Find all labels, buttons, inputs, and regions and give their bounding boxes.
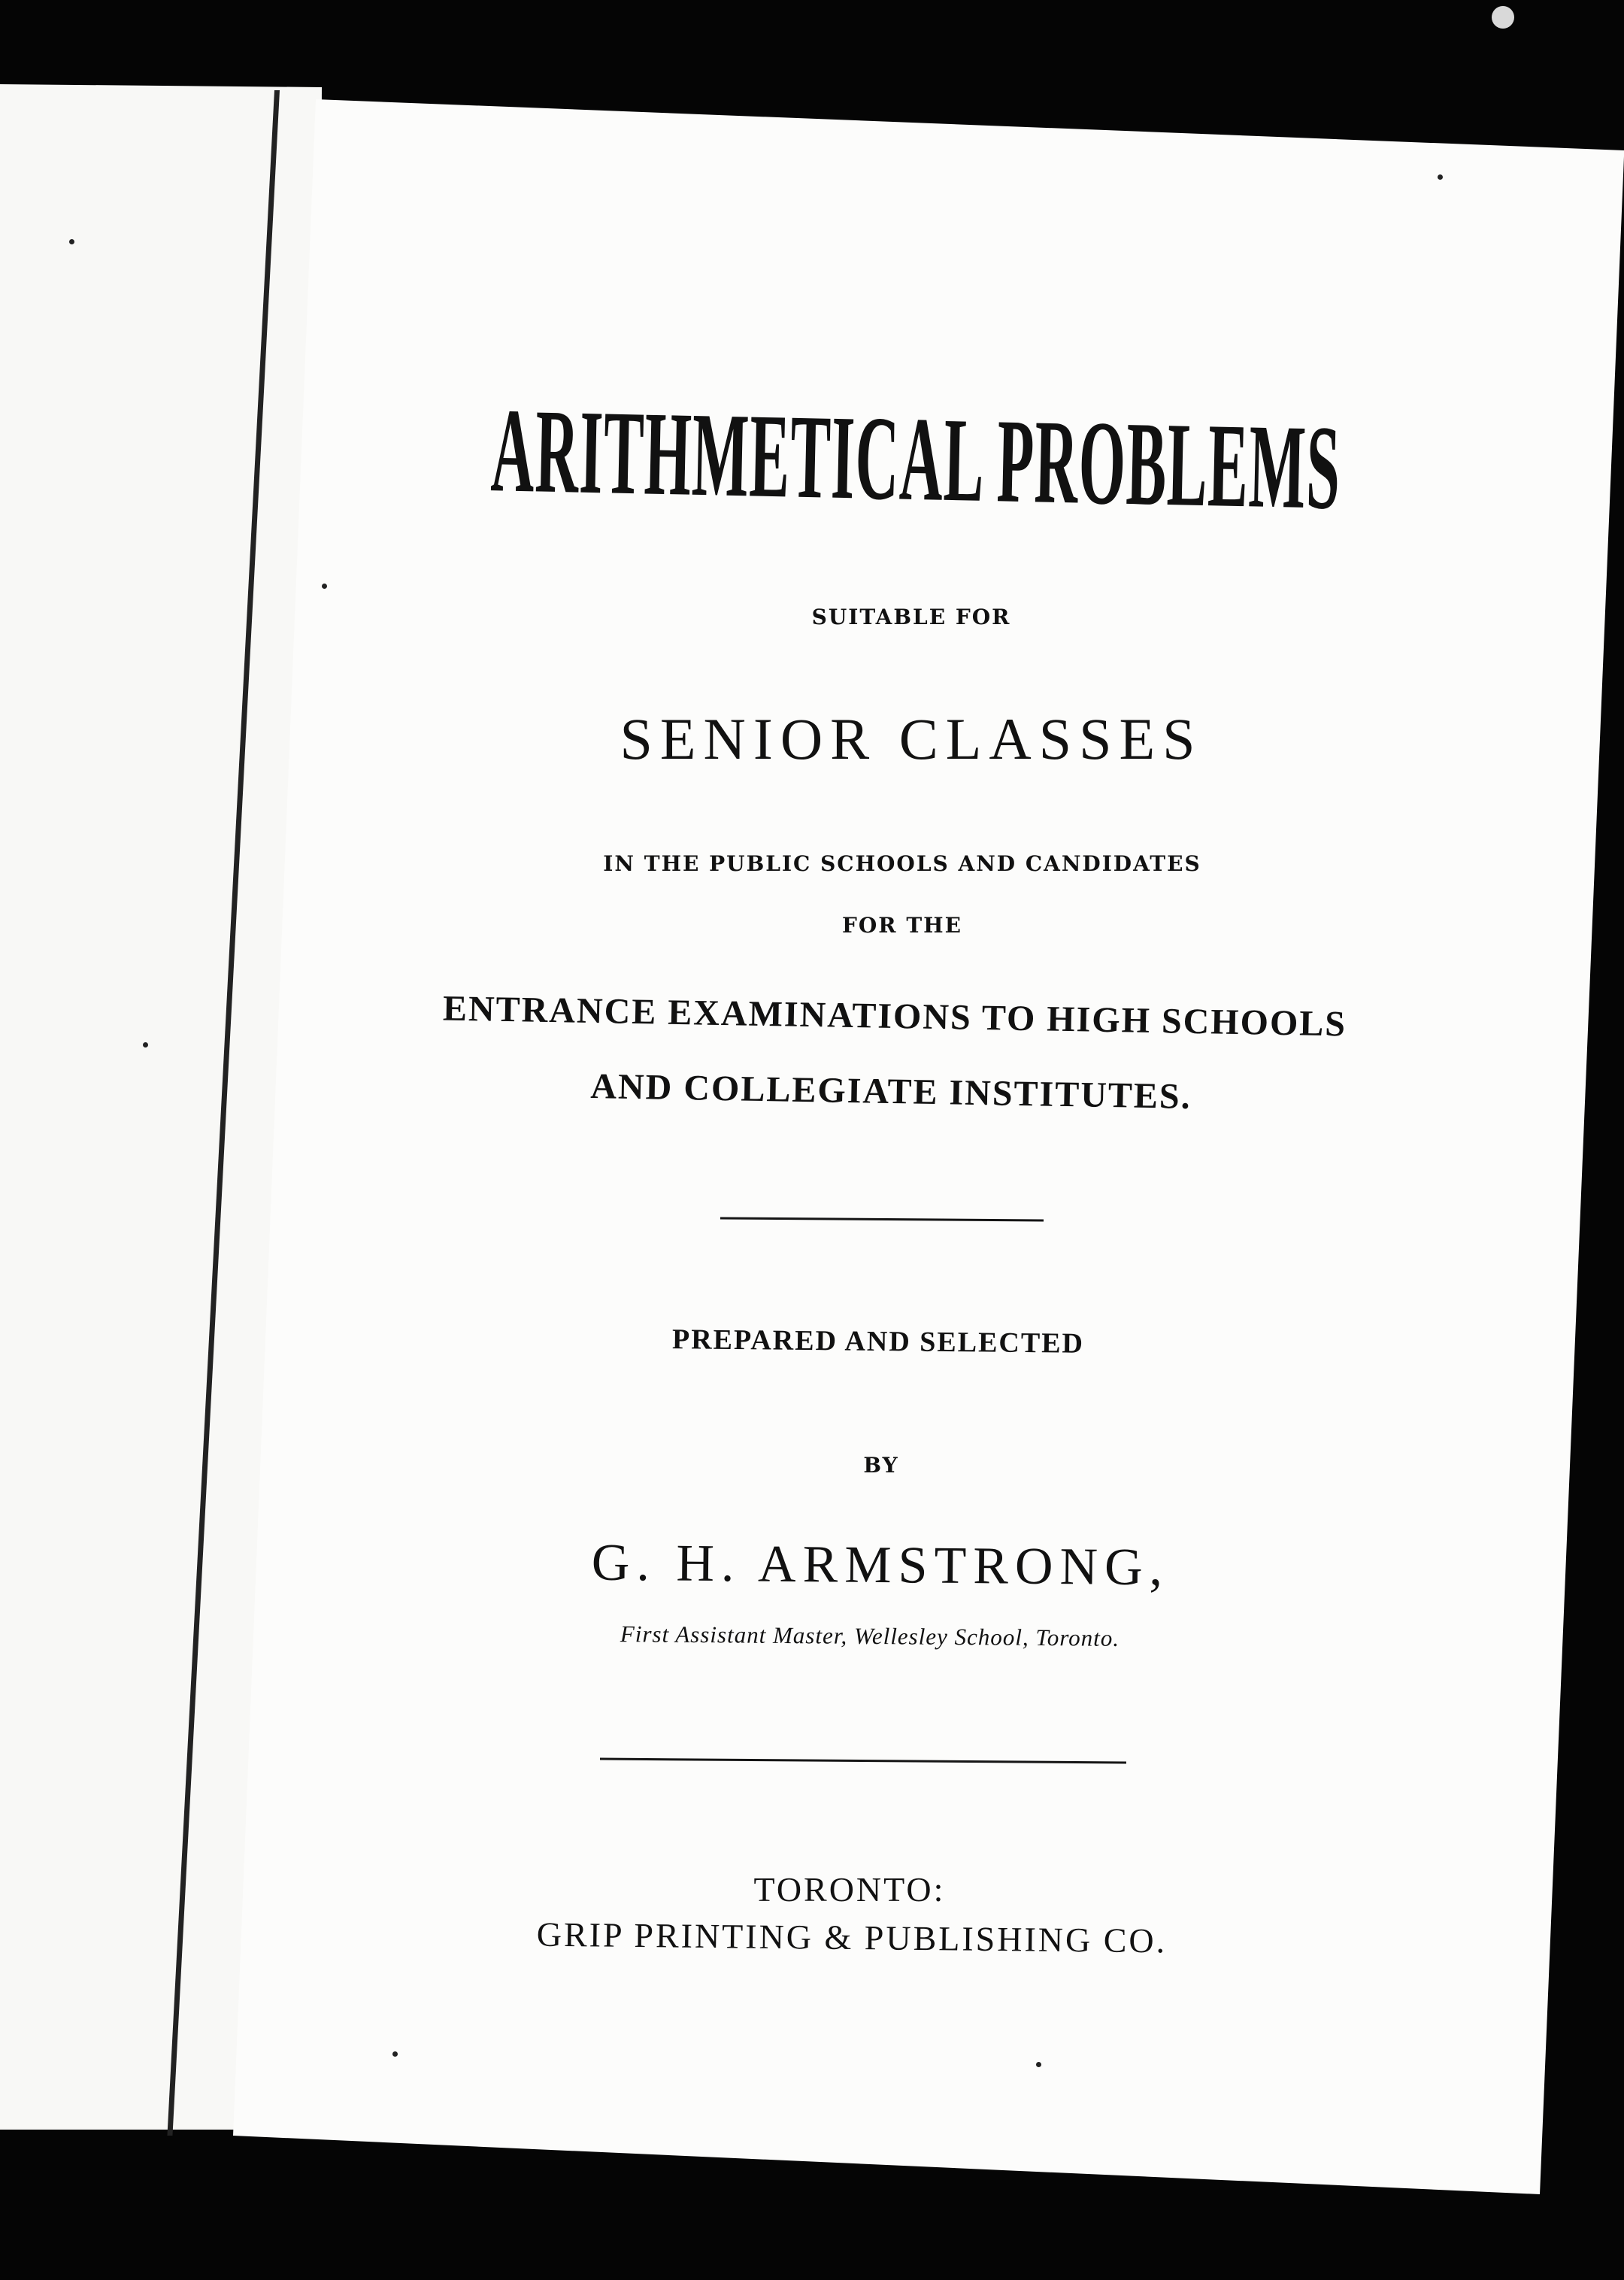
for-the-line: FOR THE xyxy=(842,913,962,938)
publisher-name: GRIP PRINTING & PUBLISHING CO. xyxy=(536,1915,1168,1960)
speck-mark xyxy=(392,2051,398,2057)
book-title: ARITHMETICAL PROBLEMS xyxy=(489,383,1342,535)
entrance-examinations-line-1: ENTRANCE EXAMINATIONS TO HIGH SCHOOLS xyxy=(442,988,1347,1044)
author-name: G. H. ARMSTRONG, xyxy=(591,1533,1170,1597)
author-affiliation: First Assistant Master, Wellesley School, Toronto. xyxy=(620,1621,1120,1651)
by-line: BY xyxy=(863,1453,899,1478)
title-block xyxy=(358,380,1473,538)
entrance-examinations-line-2: AND COLLEGIATE INSTITUTES. xyxy=(589,1066,1192,1117)
speck-mark xyxy=(143,1042,148,1048)
scan-corner-mark xyxy=(1492,6,1514,29)
speck-mark xyxy=(69,239,74,244)
title-wrapper xyxy=(358,380,1473,538)
publication-city: TORONTO: xyxy=(753,1870,946,1909)
suitable-for-line: SUITABLE FOR xyxy=(811,605,1011,629)
speck-mark xyxy=(1438,174,1443,180)
prepared-selected-line: PREPARED AND SELECTED xyxy=(671,1323,1085,1360)
speck-mark xyxy=(322,584,327,589)
senior-classes-line: SENIOR CLASSES xyxy=(620,706,1203,772)
public-schools-line: IN THE PUBLIC SCHOOLS AND CANDIDATES xyxy=(603,851,1201,876)
speck-mark xyxy=(1036,2062,1041,2067)
